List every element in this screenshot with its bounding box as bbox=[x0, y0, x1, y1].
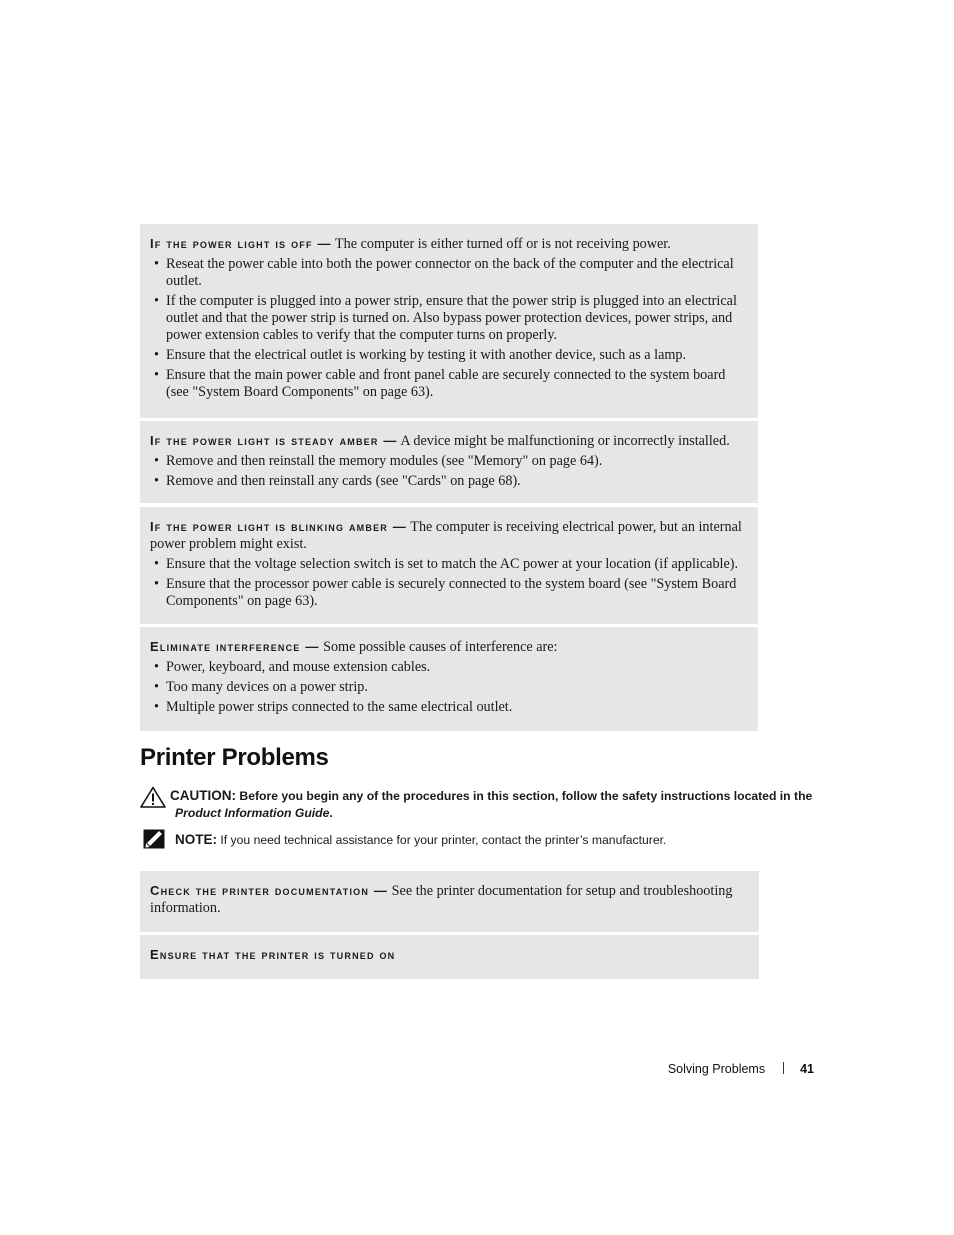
steady-amber-section bbox=[140, 421, 758, 503]
list-item: • Ensure that the voltage selection switch is set to match the AC power at your location (if applicable). bbox=[150, 556, 748, 573]
interference-section bbox=[140, 627, 758, 731]
section-heading: Ensure that the printer is turned on bbox=[150, 947, 396, 962]
list-item: • If the computer is plugged into a power strip, ensure that the power strip is plugged into an electrical outlet and that the power strip is turned on. Also bypass power protection devices, power strips, and power extension cables to verify that the computer turns on properly. bbox=[150, 293, 748, 344]
section-heading: Eliminate interference — bbox=[150, 639, 320, 654]
bullet-list bbox=[150, 659, 748, 716]
caution-label: CAUTION: bbox=[170, 788, 236, 803]
note-label: NOTE: bbox=[175, 832, 217, 847]
section-heading: If the power light is blinking amber — bbox=[150, 519, 407, 534]
bullet-list bbox=[150, 256, 748, 401]
power-off-section bbox=[140, 224, 758, 418]
caution-notice: CAUTION: Before you begin any of the procedures in this section, follow the safety instructions located in the Product Information Guide. bbox=[140, 786, 820, 822]
list-item: • Too many devices on a power strip. bbox=[150, 679, 748, 696]
list-item: • Power, keyboard, and mouse extension cables. bbox=[150, 659, 748, 676]
section-heading: If the power light is steady amber — bbox=[150, 433, 398, 448]
section-heading: Check the printer documentation — bbox=[150, 883, 389, 898]
bullet-list bbox=[150, 453, 748, 490]
page-title: Printer Problems bbox=[140, 744, 329, 771]
warning-triangle-icon bbox=[140, 786, 166, 813]
printer-on-section bbox=[140, 935, 759, 979]
list-item: • Ensure that the electrical outlet is working by testing it with another device, such as a lamp. bbox=[150, 347, 748, 364]
caution-text: Before you begin any of the procedures in this section, follow the safety instructions located in the bbox=[239, 789, 813, 803]
caution-guide-title: Product Information Guide bbox=[175, 806, 330, 820]
bullet-list bbox=[150, 556, 748, 610]
footer-section-name: Solving Problems bbox=[667, 1062, 766, 1076]
list-item: • Ensure that the processor power cable is securely connected to the system board (see "System Board Components" on page 63). bbox=[150, 576, 748, 610]
blinking-amber-section bbox=[140, 507, 758, 624]
list-item: • Remove and then reinstall any cards (see "Cards" on page 68). bbox=[150, 473, 748, 490]
list-item: • Ensure that the main power cable and front panel cable are securely connected to the system board (see "System Board Components" on page 63). bbox=[150, 367, 748, 401]
section-intro: The computer is receiving electrical power, but an internal power problem might exist. bbox=[150, 519, 742, 552]
page-number: 41 bbox=[800, 1062, 814, 1076]
section-heading: If the power light is off — bbox=[150, 236, 332, 251]
list-item: • Multiple power strips connected to the same electrical outlet. bbox=[150, 699, 748, 716]
section-intro: Some possible causes of interference are: bbox=[323, 639, 558, 655]
footer-divider bbox=[783, 1062, 784, 1074]
section-intro: See the printer documentation for setup and troubleshooting information. bbox=[150, 883, 733, 916]
list-item: • Reseat the power cable into both the power connector on the back of the computer and the electrical outlet. bbox=[150, 256, 748, 290]
check-documentation-section bbox=[140, 871, 759, 932]
note-notice bbox=[140, 829, 820, 851]
section-intro: A device might be malfunctioning or incorrectly installed. bbox=[400, 433, 730, 449]
note-pencil-icon bbox=[143, 829, 165, 854]
list-item: • Remove and then reinstall the memory modules (see "Memory" on page 64). bbox=[150, 453, 748, 470]
section-intro: The computer is either turned off or is not receiving power. bbox=[334, 236, 671, 252]
page-footer bbox=[668, 1062, 814, 1076]
note-text: If you need technical assistance for your printer, contact the printer’s manufacturer. bbox=[220, 833, 667, 847]
